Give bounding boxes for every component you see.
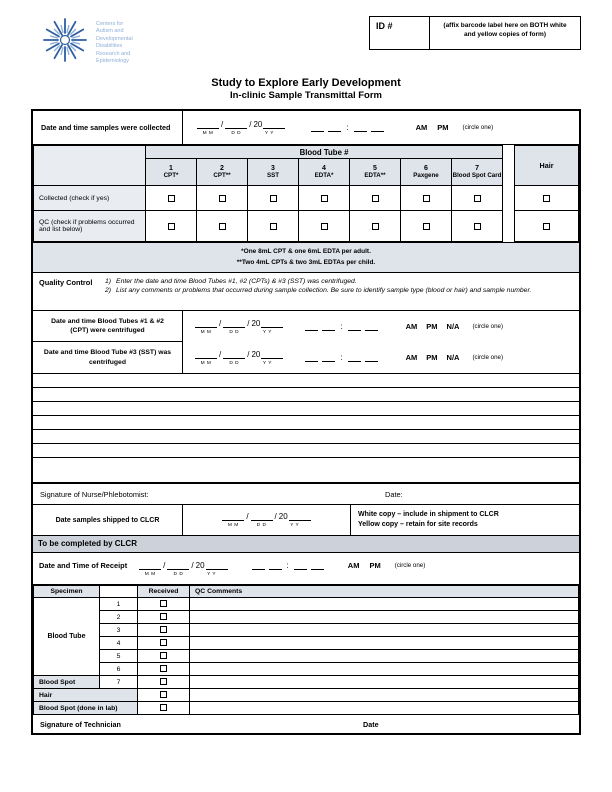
form-subtitle: In-clinic Sample Transmittal Form bbox=[229, 90, 383, 101]
year-label: Y Y bbox=[262, 329, 272, 335]
day-label: D D bbox=[256, 523, 267, 529]
month-blank[interactable] bbox=[195, 319, 217, 328]
qc-item-number: 2) bbox=[105, 287, 112, 295]
date-slash: / bbox=[246, 512, 249, 522]
year-label: Y Y bbox=[264, 130, 274, 136]
column-header-7 bbox=[452, 159, 503, 186]
table-row bbox=[34, 650, 579, 663]
received-checkbox-tube-2[interactable] bbox=[160, 613, 167, 620]
received-cell bbox=[138, 650, 190, 663]
year-blank[interactable] bbox=[289, 512, 311, 521]
qc-cell-7 bbox=[452, 211, 503, 242]
qc-item-number: 1) bbox=[105, 278, 112, 286]
received-cell bbox=[138, 663, 190, 676]
comment-line[interactable] bbox=[33, 402, 579, 416]
minute-blank[interactable] bbox=[354, 123, 367, 132]
received-cell bbox=[138, 702, 190, 715]
tube-row-number: 5 bbox=[100, 650, 138, 663]
received-checkbox-tube-3[interactable] bbox=[160, 626, 167, 633]
received-cell bbox=[138, 611, 190, 624]
comment-line[interactable] bbox=[33, 430, 579, 444]
centrifuge-section bbox=[33, 311, 579, 374]
hour-blank[interactable] bbox=[322, 322, 335, 331]
shipping-date-cell bbox=[183, 505, 351, 535]
minute-blank[interactable] bbox=[348, 322, 361, 331]
technician-signature-label[interactable]: Signature of Technician bbox=[40, 719, 121, 729]
nurse-signature-label[interactable]: Signature of Nurse/Phlebotomist: bbox=[40, 489, 149, 499]
collected-cell-2 bbox=[197, 186, 248, 211]
table-row bbox=[34, 702, 579, 715]
time-colon: : bbox=[346, 123, 349, 132]
year-blank[interactable] bbox=[261, 319, 283, 328]
tube-type-label: Blood Spot Card bbox=[452, 172, 502, 179]
month-label: M M bbox=[200, 329, 212, 335]
qc-item-text: List any comments or problems that occurred during sample collection. Be sure to identify sample type (blood or hair) and sample number. bbox=[116, 287, 532, 295]
year-blank[interactable] bbox=[206, 561, 228, 570]
logo-text-line: Epidemiology bbox=[96, 58, 130, 65]
tube-row-number: 3 bbox=[100, 624, 138, 637]
date-slash: / bbox=[247, 349, 250, 359]
year-prefix: 20 bbox=[253, 119, 263, 129]
column-header-6 bbox=[401, 159, 452, 186]
tube-number: 1 bbox=[169, 165, 173, 172]
qc-cell-hair bbox=[515, 211, 579, 242]
received-header: Received bbox=[138, 586, 190, 598]
qc-checkbox-4[interactable] bbox=[321, 223, 328, 230]
year-label: Y Y bbox=[262, 360, 272, 366]
day-label: D D bbox=[231, 130, 242, 136]
received-checkbox-bloodspot-lab[interactable] bbox=[160, 704, 167, 711]
circle-one-note: (circle one) bbox=[472, 354, 504, 362]
blood-spot-label: Blood Spot bbox=[34, 676, 100, 689]
receipt-ampm-group bbox=[348, 561, 426, 570]
centrifuge1-time-group bbox=[303, 322, 379, 331]
circle-one-note: (circle one) bbox=[394, 562, 426, 570]
time-colon: : bbox=[286, 561, 289, 571]
minute-blank[interactable] bbox=[294, 561, 307, 570]
tube-type-label: CPT** bbox=[213, 172, 231, 179]
collected-checkbox-7[interactable] bbox=[474, 195, 481, 202]
hour-blank[interactable] bbox=[311, 123, 324, 132]
circle-one-note: (circle one) bbox=[472, 323, 504, 331]
minute-blank[interactable] bbox=[365, 322, 378, 331]
table-row bbox=[34, 611, 579, 624]
table-corner-cell bbox=[34, 146, 146, 186]
table-spacer bbox=[503, 146, 515, 242]
am-option[interactable]: AM bbox=[405, 322, 418, 332]
tube-row-number: 1 bbox=[100, 598, 138, 611]
date-slash: / bbox=[274, 512, 277, 522]
received-checkbox-tube-4[interactable] bbox=[160, 639, 167, 646]
year-blank[interactable] bbox=[263, 120, 285, 129]
logo-text-line: Centers for bbox=[96, 21, 124, 27]
year-prefix: 20 bbox=[278, 512, 288, 522]
qc-checkbox-1[interactable] bbox=[168, 223, 175, 230]
collected-checkbox-1[interactable] bbox=[168, 195, 175, 202]
year-prefix: 20 bbox=[195, 561, 205, 571]
tube-number: 7 bbox=[475, 165, 479, 172]
collected-ampm-group bbox=[416, 123, 494, 132]
form-title: Study to Explore Early Development bbox=[211, 77, 401, 89]
column-header-2 bbox=[197, 159, 248, 186]
qc-item-text: Enter the date and time Blood Tubes #1, #2 (CPTs) & #3 (SST) was centrifuged. bbox=[116, 278, 357, 286]
month-label: M M bbox=[200, 360, 212, 366]
table-row bbox=[34, 637, 579, 650]
column-header-1 bbox=[146, 159, 197, 186]
hour-blank[interactable] bbox=[252, 561, 265, 570]
comments-area bbox=[33, 374, 579, 484]
qc-comment-cell[interactable] bbox=[190, 637, 579, 650]
qc-checkbox-hair[interactable] bbox=[543, 223, 550, 230]
tube-type-label: SST bbox=[266, 172, 280, 179]
minute-blank[interactable] bbox=[348, 353, 361, 362]
collected-cell-7 bbox=[452, 186, 503, 211]
logo-text-line: Developmental bbox=[96, 35, 133, 42]
collected-checkbox-5[interactable] bbox=[372, 195, 379, 202]
pm-option[interactable]: PM bbox=[426, 322, 438, 332]
month-label: M M bbox=[202, 130, 214, 136]
copy-distribution-notes bbox=[351, 505, 579, 535]
technician-signature-row bbox=[33, 715, 579, 733]
receipt-label: Date and Time of Receipt bbox=[39, 561, 128, 571]
logo-text-line: Autism and bbox=[96, 28, 124, 35]
blood-tube-group-label: Blood Tube bbox=[34, 598, 100, 676]
shipping-row bbox=[33, 505, 579, 536]
samples-collected-label: Date and time samples were collected bbox=[33, 111, 183, 144]
qc-checkbox-7[interactable] bbox=[474, 223, 481, 230]
qc-comment-cell[interactable] bbox=[190, 702, 579, 715]
date-slash: / bbox=[219, 349, 222, 359]
day-label: D D bbox=[229, 360, 240, 366]
pm-option[interactable]: PM bbox=[426, 353, 438, 363]
received-cell bbox=[138, 637, 190, 650]
quality-control-items bbox=[105, 278, 531, 303]
tube-row-number: 6 bbox=[100, 663, 138, 676]
qc-comment-cell[interactable] bbox=[190, 611, 579, 624]
specimen-table bbox=[33, 585, 579, 715]
nurse-signature-row bbox=[33, 484, 579, 505]
collected-cell-5 bbox=[350, 186, 401, 211]
hour-blank[interactable] bbox=[269, 561, 282, 570]
collected-checkbox-2[interactable] bbox=[219, 195, 226, 202]
date-slash: / bbox=[249, 119, 252, 129]
day-blank[interactable] bbox=[223, 319, 245, 328]
comment-line[interactable] bbox=[33, 416, 579, 430]
centrifuge-row-2 bbox=[33, 342, 579, 373]
collected-cell-6 bbox=[401, 186, 452, 211]
collected-checkbox-hair[interactable] bbox=[543, 195, 550, 202]
logo-text-line: Research and bbox=[96, 50, 131, 57]
qc-comment-cell[interactable] bbox=[190, 676, 579, 689]
tube-row-number: 4 bbox=[100, 637, 138, 650]
samples-collected-row bbox=[33, 111, 579, 145]
caddre-logo-block bbox=[31, 14, 133, 66]
month-blank[interactable] bbox=[195, 350, 217, 359]
yellow-copy-note: Yellow copy – retain for site records bbox=[358, 521, 478, 529]
column-header-5 bbox=[350, 159, 401, 186]
qc-checkbox-3[interactable] bbox=[270, 223, 277, 230]
quality-control-section bbox=[33, 273, 579, 311]
blood-spot-lab-label: Blood Spot (done in lab) bbox=[34, 702, 138, 715]
collected-checkbox-3[interactable] bbox=[270, 195, 277, 202]
table-row bbox=[34, 676, 579, 689]
date-slash: / bbox=[163, 561, 166, 571]
centrifuge-row2-label: Date and time Blood Tube #3 (SST) was centrifuged bbox=[33, 342, 183, 373]
collected-cell-1 bbox=[146, 186, 197, 211]
received-checkbox-bloodspot[interactable] bbox=[160, 678, 167, 685]
collected-cell-hair bbox=[515, 186, 579, 211]
centrifuge1-date-group bbox=[193, 319, 285, 335]
tube-row-number: 2 bbox=[100, 611, 138, 624]
table-row bbox=[34, 663, 579, 676]
table-row bbox=[34, 689, 579, 702]
qc-cell-3 bbox=[248, 211, 299, 242]
qc-cell-5 bbox=[350, 211, 401, 242]
qc-checkbox-2[interactable] bbox=[219, 223, 226, 230]
qc-comment-cell[interactable] bbox=[190, 598, 579, 611]
table-row bbox=[34, 624, 579, 637]
comment-line[interactable] bbox=[33, 374, 579, 388]
footnote-child: **Two 4mL CPTs & two 3mL EDTAs per child. bbox=[236, 259, 376, 267]
day-label: D D bbox=[173, 572, 184, 578]
day-blank[interactable] bbox=[225, 120, 247, 129]
date-slash: / bbox=[191, 561, 194, 571]
caddre-starburst-logo-icon bbox=[39, 14, 91, 66]
blood-tube-header: Blood Tube # bbox=[146, 146, 503, 159]
collected-cell-4 bbox=[299, 186, 350, 211]
received-checkbox-tube-6[interactable] bbox=[160, 665, 167, 672]
centrifuge2-ampm-group bbox=[406, 353, 503, 362]
collected-row-label: Collected (check if yes) bbox=[34, 186, 146, 211]
comment-line[interactable] bbox=[33, 388, 579, 402]
specimen-number-header bbox=[100, 586, 138, 598]
tube-number: 3 bbox=[271, 165, 275, 172]
blood-tube-footnotes bbox=[33, 242, 579, 273]
year-prefix: 20 bbox=[251, 349, 261, 359]
day-label: D D bbox=[229, 329, 240, 335]
qc-comment-cell[interactable] bbox=[190, 650, 579, 663]
month-blank[interactable] bbox=[197, 120, 219, 129]
hair-label: Hair bbox=[34, 689, 138, 702]
hour-blank[interactable] bbox=[305, 353, 318, 362]
nurse-signature-date-label[interactable]: Date: bbox=[385, 489, 403, 499]
tube-number: 2 bbox=[220, 165, 224, 172]
centrifuge-row-1 bbox=[33, 311, 579, 342]
minute-blank[interactable] bbox=[311, 561, 324, 570]
pm-option[interactable]: PM bbox=[437, 123, 449, 132]
qc-checkbox-6[interactable] bbox=[423, 223, 430, 230]
page-header bbox=[31, 14, 581, 76]
samples-collected-fields bbox=[183, 111, 579, 144]
minute-blank[interactable] bbox=[371, 123, 384, 132]
year-blank[interactable] bbox=[261, 350, 283, 359]
na-option[interactable]: N/A bbox=[446, 322, 460, 332]
day-blank[interactable] bbox=[251, 512, 273, 521]
qc-comment-cell[interactable] bbox=[190, 689, 579, 702]
tube-number: 6 bbox=[424, 165, 428, 172]
collected-time-group bbox=[309, 123, 385, 132]
shipped-date-group bbox=[220, 512, 312, 528]
comment-line[interactable] bbox=[33, 444, 579, 458]
month-blank[interactable] bbox=[139, 561, 161, 570]
month-label: M M bbox=[227, 523, 239, 529]
receipt-time-group bbox=[250, 561, 326, 570]
collected-date-group bbox=[195, 120, 287, 136]
minute-blank[interactable] bbox=[365, 353, 378, 362]
time-colon: : bbox=[340, 322, 343, 332]
centrifuge2-time-group bbox=[303, 353, 379, 362]
date-slash: / bbox=[247, 318, 250, 328]
month-label: M M bbox=[144, 572, 156, 578]
white-copy-note: White copy – include in shipment to CLCR bbox=[358, 510, 499, 518]
hour-blank[interactable] bbox=[305, 322, 318, 331]
qc-cell-1 bbox=[146, 211, 197, 242]
received-checkbox-tube-5[interactable] bbox=[160, 652, 167, 659]
technician-date-label[interactable]: Date bbox=[363, 719, 379, 729]
received-cell bbox=[138, 624, 190, 637]
id-number-label: ID # bbox=[370, 17, 430, 49]
pm-option[interactable]: PM bbox=[369, 561, 381, 571]
footnote-adult: *One 8mL CPT & one 6mL EDTA per adult. bbox=[241, 248, 371, 255]
date-slash: / bbox=[219, 318, 222, 328]
centrifuge1-ampm-group bbox=[406, 322, 503, 331]
specimen-header: Specimen bbox=[34, 586, 100, 598]
received-cell bbox=[138, 676, 190, 689]
time-colon: : bbox=[340, 353, 343, 363]
year-prefix: 20 bbox=[251, 318, 261, 328]
hour-blank[interactable] bbox=[322, 353, 335, 362]
hour-blank[interactable] bbox=[328, 123, 341, 132]
caddre-logo-text bbox=[96, 14, 133, 66]
qc-comment-cell[interactable] bbox=[190, 624, 579, 637]
barcode-instruction: (affix barcode label here on BOTH white and yellow copies of form) bbox=[443, 22, 567, 39]
quality-control-label: Quality Control bbox=[39, 278, 93, 288]
collected-checkbox-6[interactable] bbox=[423, 195, 430, 202]
qc-comment-cell[interactable] bbox=[190, 663, 579, 676]
centrifuge2-date-group bbox=[193, 350, 285, 366]
qc-cell-6 bbox=[401, 211, 452, 242]
qc-cell-2 bbox=[197, 211, 248, 242]
received-checkbox-tube-1[interactable] bbox=[160, 600, 167, 607]
tube-type-label: EDTA** bbox=[364, 172, 386, 179]
received-checkbox-hair[interactable] bbox=[160, 691, 167, 698]
qc-cell-4 bbox=[299, 211, 350, 242]
tube-number: 5 bbox=[373, 165, 377, 172]
year-label: Y Y bbox=[290, 523, 300, 529]
column-header-3 bbox=[248, 159, 299, 186]
tube-number: 4 bbox=[322, 165, 326, 172]
collected-checkbox-4[interactable] bbox=[321, 195, 328, 202]
blood-tube-table bbox=[33, 145, 579, 242]
day-blank[interactable] bbox=[223, 350, 245, 359]
tube-type-label: CPT* bbox=[163, 172, 179, 179]
received-cell bbox=[138, 598, 190, 611]
qc-row-label: QC (check if problems occurred and list below) bbox=[34, 211, 146, 242]
na-option[interactable]: N/A bbox=[446, 353, 460, 363]
tube-row-number: 7 bbox=[100, 676, 138, 689]
tube-type-label: EDTA* bbox=[314, 172, 334, 179]
id-box bbox=[369, 16, 581, 50]
day-blank[interactable] bbox=[167, 561, 189, 570]
am-option[interactable]: AM bbox=[405, 353, 418, 363]
qc-checkbox-5[interactable] bbox=[372, 223, 379, 230]
column-header-4 bbox=[299, 159, 350, 186]
hair-column-header: Hair bbox=[515, 146, 579, 186]
am-option[interactable]: AM bbox=[347, 561, 360, 571]
centrifuge-row1-label: Date and time Blood Tubes #1 & #2 (CPT) were centrifuged bbox=[33, 311, 183, 342]
circle-one-note: (circle one) bbox=[462, 124, 494, 131]
form-body bbox=[31, 109, 581, 735]
clcr-section-header: To be completed by CLCR bbox=[33, 536, 579, 553]
qc-comments-header: QC Comments bbox=[190, 586, 579, 598]
table-row bbox=[34, 598, 579, 611]
received-cell bbox=[138, 689, 190, 702]
collected-cell-3 bbox=[248, 186, 299, 211]
logo-text-line: Disabilities bbox=[96, 43, 123, 50]
shipping-label: Date samples shipped to CLCR bbox=[33, 505, 183, 535]
year-label: Y Y bbox=[207, 572, 217, 578]
tube-type-label: Paxgene bbox=[413, 172, 439, 179]
am-option[interactable]: AM bbox=[415, 123, 428, 132]
receipt-date-group bbox=[137, 561, 229, 577]
comment-space[interactable] bbox=[33, 458, 579, 484]
month-blank[interactable] bbox=[222, 512, 244, 521]
receipt-row bbox=[33, 553, 579, 585]
date-slash: / bbox=[221, 119, 224, 129]
